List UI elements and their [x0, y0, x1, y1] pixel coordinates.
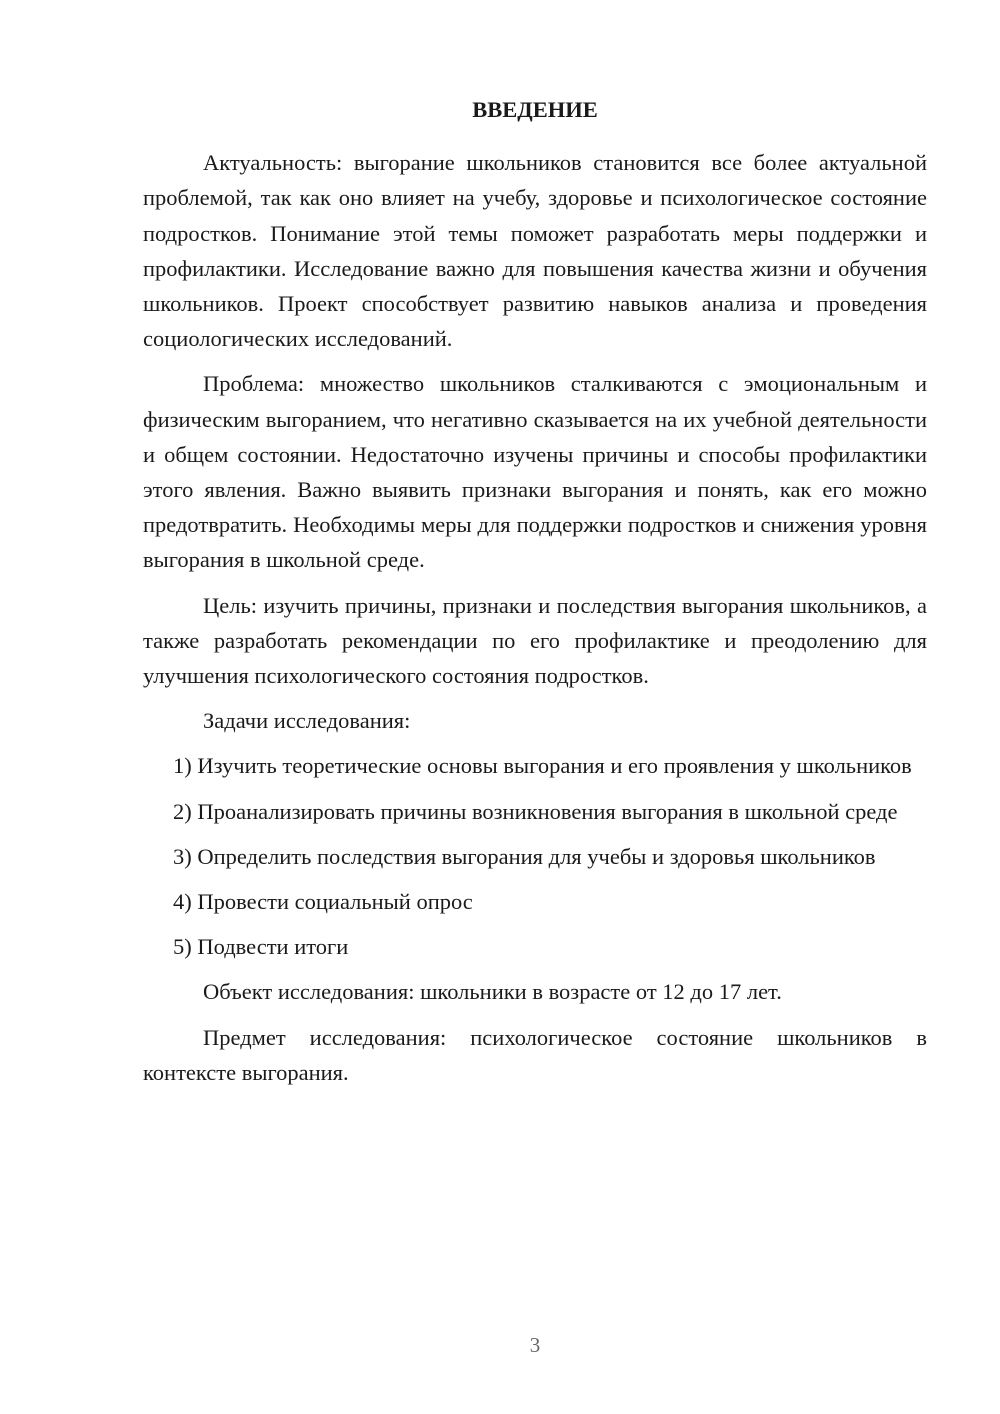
task-item-4: 4) Провести социальный опрос [173, 889, 473, 915]
task-item-1: 1) Изучить теоретические основы выгорания и его проявления у школьников [173, 753, 912, 779]
paragraph-object: Объект исследования: школьники в возрасте от 12 до 17 лет. [203, 979, 782, 1005]
task-item-2: 2) Проанализировать причины возникновения выгорания в школьной среде [173, 798, 898, 824]
paragraph-tasks-heading: Задачи исследования: [203, 708, 411, 734]
task-item-3: 3) Определить последствия выгорания для учебы и здоровья школьников [173, 843, 876, 869]
section-title: ВВЕДЕНИЕ [472, 97, 598, 122]
paragraph-relevance: Актуальность: выгорание школьников становится все более актуальной проблемой, так как оно влияет на учебу, здоровье и психологическое состояние подростков. Понимание этой темы поможет разработать меры поддержки и профилактики. Исследование важно для повышения качества жизни и обучения школьников. Проект способствует развитию навыков анализа и проведения социологических исследований. [143, 150, 927, 352]
paragraph-subject: Предмет исследования: психологическое состояние школьников в контексте выгорания. [143, 1024, 927, 1085]
page-content [143, 92, 927, 1100]
page-number: 3 [529, 1333, 541, 1357]
paragraph-problem: Проблема: множество школьников сталкиваются с эмоциональным и физическим выгоранием, что негативно сказывается на их учебной деятельности и общем состоянии. Недостаточно изучены причины и способы профилактики этого явления. Важно выявить признаки выгорания и понять, как его можно предотвратить. Необходимы меры для поддержки подростков и снижения уровня выгорания в школьной среде. [143, 371, 927, 573]
paragraph-goal: Цель: изучить причины, признаки и последствия выгорания школьников, а также разработать рекомендации по его профилактике и преодолению для улучшения психологического состояния подростков. [143, 592, 927, 689]
task-item-5: 5) Подвести итоги [173, 934, 349, 960]
